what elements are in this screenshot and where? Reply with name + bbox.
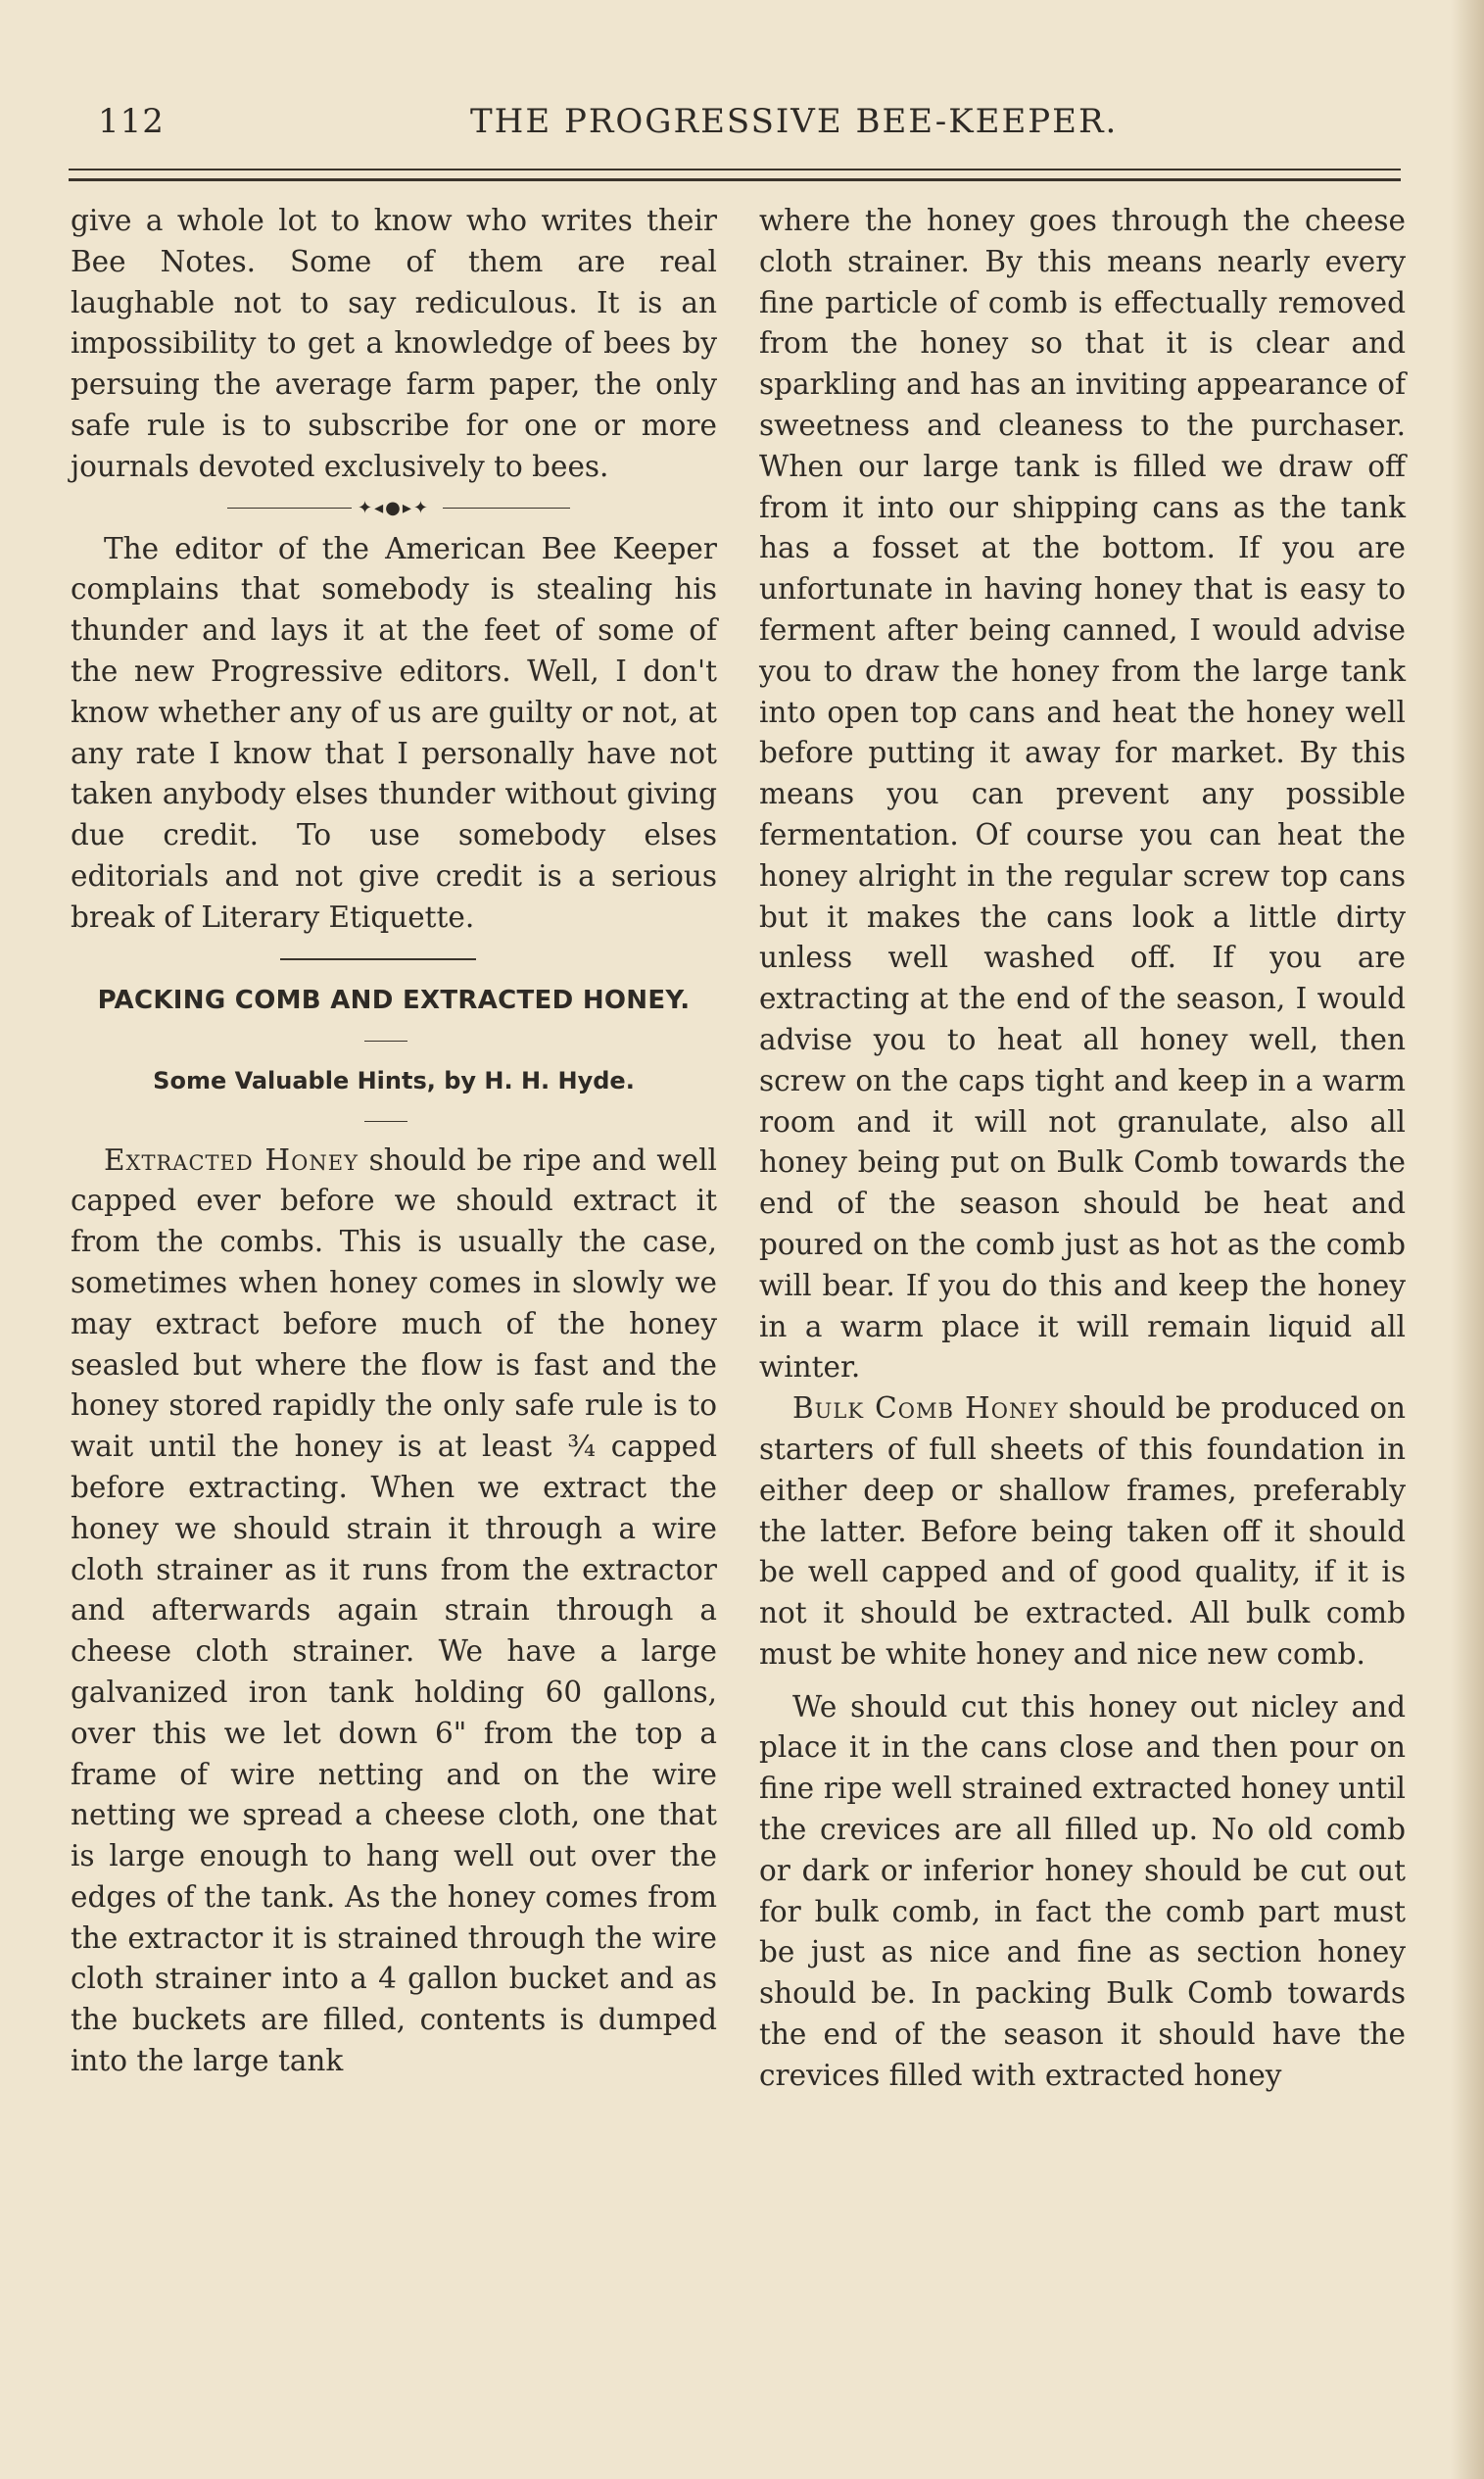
section-heading: PACKING COMB AND EXTRACTED HONEY. (97, 985, 691, 1015)
lead-in-bulk-comb-honey: Bulk Comb Honey (792, 1391, 1059, 1426)
ornament-line-right (443, 508, 570, 509)
ornament-divider (71, 488, 717, 529)
article-byline: Some Valuable Hints, by H. H. Hyde. (153, 1066, 635, 1094)
section-rule (71, 939, 717, 980)
left-paragraph-1: give a whole lot to know who writes their Bee Notes. Some of them are real laughable not to say rediculous. It is an impossibility to get a knowledge of bees by persuing the average farm paper, the only safe rule is to subscribe for one or more journals devoted exclusively to bees. (71, 204, 717, 483)
running-title: THE PROGRESSIVE BEE-KEEPER. (470, 102, 1119, 141)
left-paragraph-3 (71, 1141, 717, 2082)
byline-dash (71, 1101, 717, 1141)
right-paragraph-2 (759, 1388, 1406, 1676)
ornament-glyph: ✦◂●▸✦ (352, 498, 436, 518)
lead-in-extracted-honey: Extracted Honey (104, 1142, 359, 1177)
right-paragraph-2-body: should be produced on starters of full sheets of this foundation in either deep or shallow frames, preferably the latter. Before being taken off it should be well capped and of good quality, if it is not it should be extracted. All bulk comb must be white honey and nice new comb. (759, 1391, 1406, 1671)
header-rule (69, 169, 1401, 181)
left-paragraph-2: The editor of the American Bee Keeper complains that somebody is stealing his thunder and lays it at the feet of some of the new Progressive editors. Well, I don't know whether any of us are guilty or not, at any rate I know that I personally have not taken anybody elses thunder without giving due credit. To use somebody elses editorials and not give credit is a serious break of Literary Etiquette. (71, 531, 717, 934)
right-paragraph-1: where the honey goes through the cheese cloth strainer. By this means nearly every fine particle of comb is effectually removed from the honey so that it is clear and sparkling and has an inviting appearance of sweetness and cleaness to the purchaser. When our large tank is filled we draw off from it into our shipping cans as the tank has a fosset at the bottom. If you are unfortunate in having honey that is easy to ferment after being canned, I would advise you to draw the honey from the large tank into open top cans and heat the honey well before putting it away for market. By this means you can prevent any possible fermentation. Of course you can heat the honey alright in the regular screw top cans but it makes the cans look a little dirty unless well washed off. If you are extracting at the end of the season, I would advise you to heat all honey well, then screw on the caps tight and keep in a warm room and it will not granulate, also all honey being put on Bulk Comb towards the end of the season should be heat and poured on the comb just as hot as the comb will bear. If you do this and keep the honey in a warm place it will remain liquid all winter. (759, 204, 1406, 1385)
page-number: 112 (98, 102, 165, 141)
right-paragraph-3: We should cut this honey out nicley and place it in the cans close and then pour on fine ripe well strained extracted honey until the crevices are all filled up. No old comb or dark or inferior honey should be cut out for bulk comb, in fact the comb part must be just as nice and fine as section honey should be. In packing Bulk Comb towards the end of the season it should have the crevices filled with extracted honey (759, 1689, 1406, 2092)
left-paragraph-3-body: should be ripe and well capped ever before we should extract it from the combs. This is usually the case, sometimes when honey comes in slowly we may extract before much of the honey seasled but where the flow is fast and the honey stored rapidly the only safe rule is to wait until the honey is at least ¾ capped before extracting. When we extract the honey we should strain it through a wire cloth strainer as it runs from the extractor and afterwards again strain through a cheese cloth strainer. We have a large galvanized iron tank holding 60 gallons, over this we let down 6" from the top a frame of wire netting and on the wire netting we spread a cheese cloth, one that is large enough to hang well out over the edges of the tank. As the honey comes from the extractor it is strained through the wire cloth strainer into a 4 gallon bucket and as the buckets are filled, contents is dumped into the large tank (71, 1142, 717, 2078)
page-header (98, 102, 1401, 151)
right-column (759, 201, 1406, 2097)
heading-dash (71, 1021, 717, 1060)
page-edge-shadow (1451, 0, 1484, 2479)
left-column (71, 201, 717, 2082)
